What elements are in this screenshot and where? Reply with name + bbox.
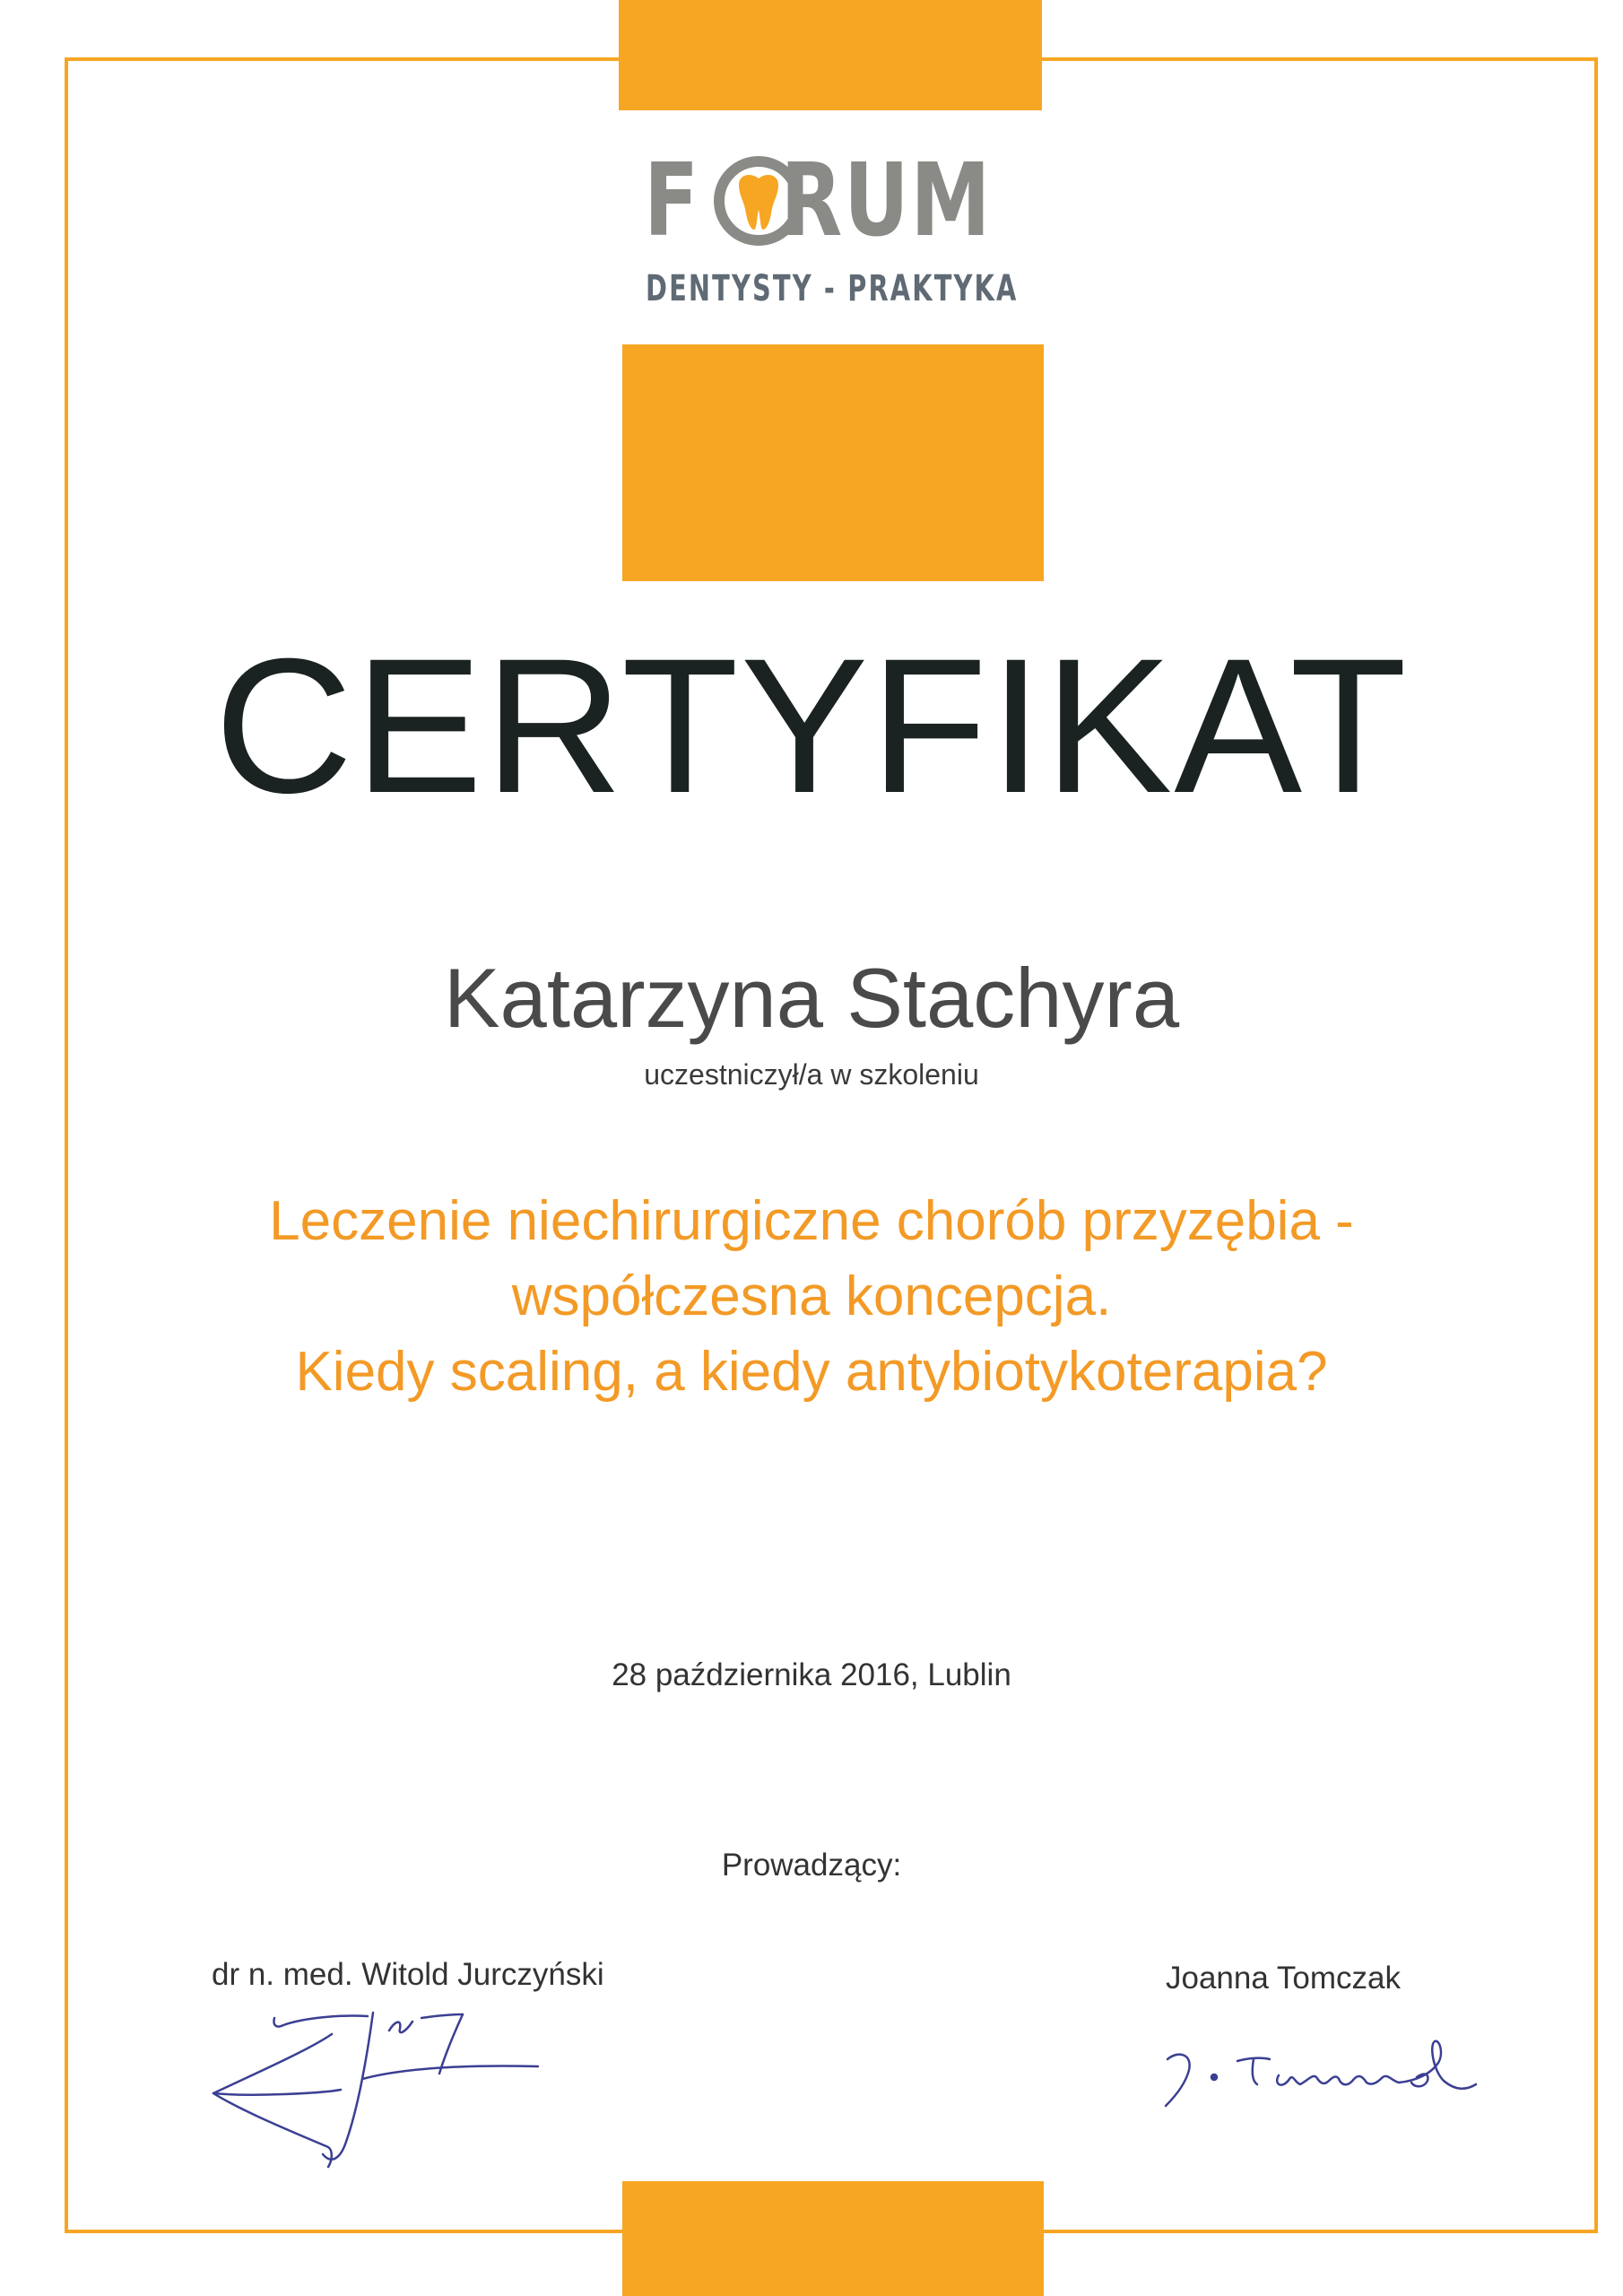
course-title-line: współczesna koncepcja. bbox=[511, 1265, 1112, 1327]
logo-word-start: F bbox=[644, 143, 700, 259]
certificate-title: CERTYFIKAT bbox=[214, 619, 1409, 833]
tooth-icon bbox=[712, 154, 805, 248]
presenter-name-right: Joanna Tomczak bbox=[1166, 1961, 1402, 1996]
logo-word-end: RUM bbox=[780, 143, 993, 259]
top-accent-block bbox=[619, 0, 1042, 110]
date-and-place: 28 października 2016, Lublin bbox=[612, 1657, 1011, 1692]
signature-left bbox=[197, 1998, 556, 2178]
logo-tagline: DENTYSTY - PRAKTYKA bbox=[646, 268, 1019, 309]
border-left bbox=[65, 57, 68, 2233]
presenter-name-left: dr n. med. Witold Jurczyński bbox=[212, 1957, 604, 1992]
presenters-label: Prowadzący: bbox=[721, 1848, 902, 1883]
forum-logo bbox=[644, 143, 1020, 312]
attendance-statement: uczestniczył/a w szkoleniu bbox=[644, 1058, 979, 1091]
bottom-accent-block bbox=[622, 2181, 1044, 2296]
recipient-name: Katarzyna Stachyra bbox=[443, 951, 1180, 1045]
course-title-line: Kiedy scaling, a kiedy antybiotykoterapia? bbox=[295, 1341, 1328, 1403]
border-right bbox=[1594, 57, 1598, 2233]
middle-accent-block bbox=[622, 344, 1044, 581]
signature-right bbox=[1148, 2018, 1524, 2135]
course-title-line: Leczenie niechirurgiczne chorób przyzębia - bbox=[269, 1190, 1354, 1252]
course-title bbox=[0, 1184, 1623, 1410]
